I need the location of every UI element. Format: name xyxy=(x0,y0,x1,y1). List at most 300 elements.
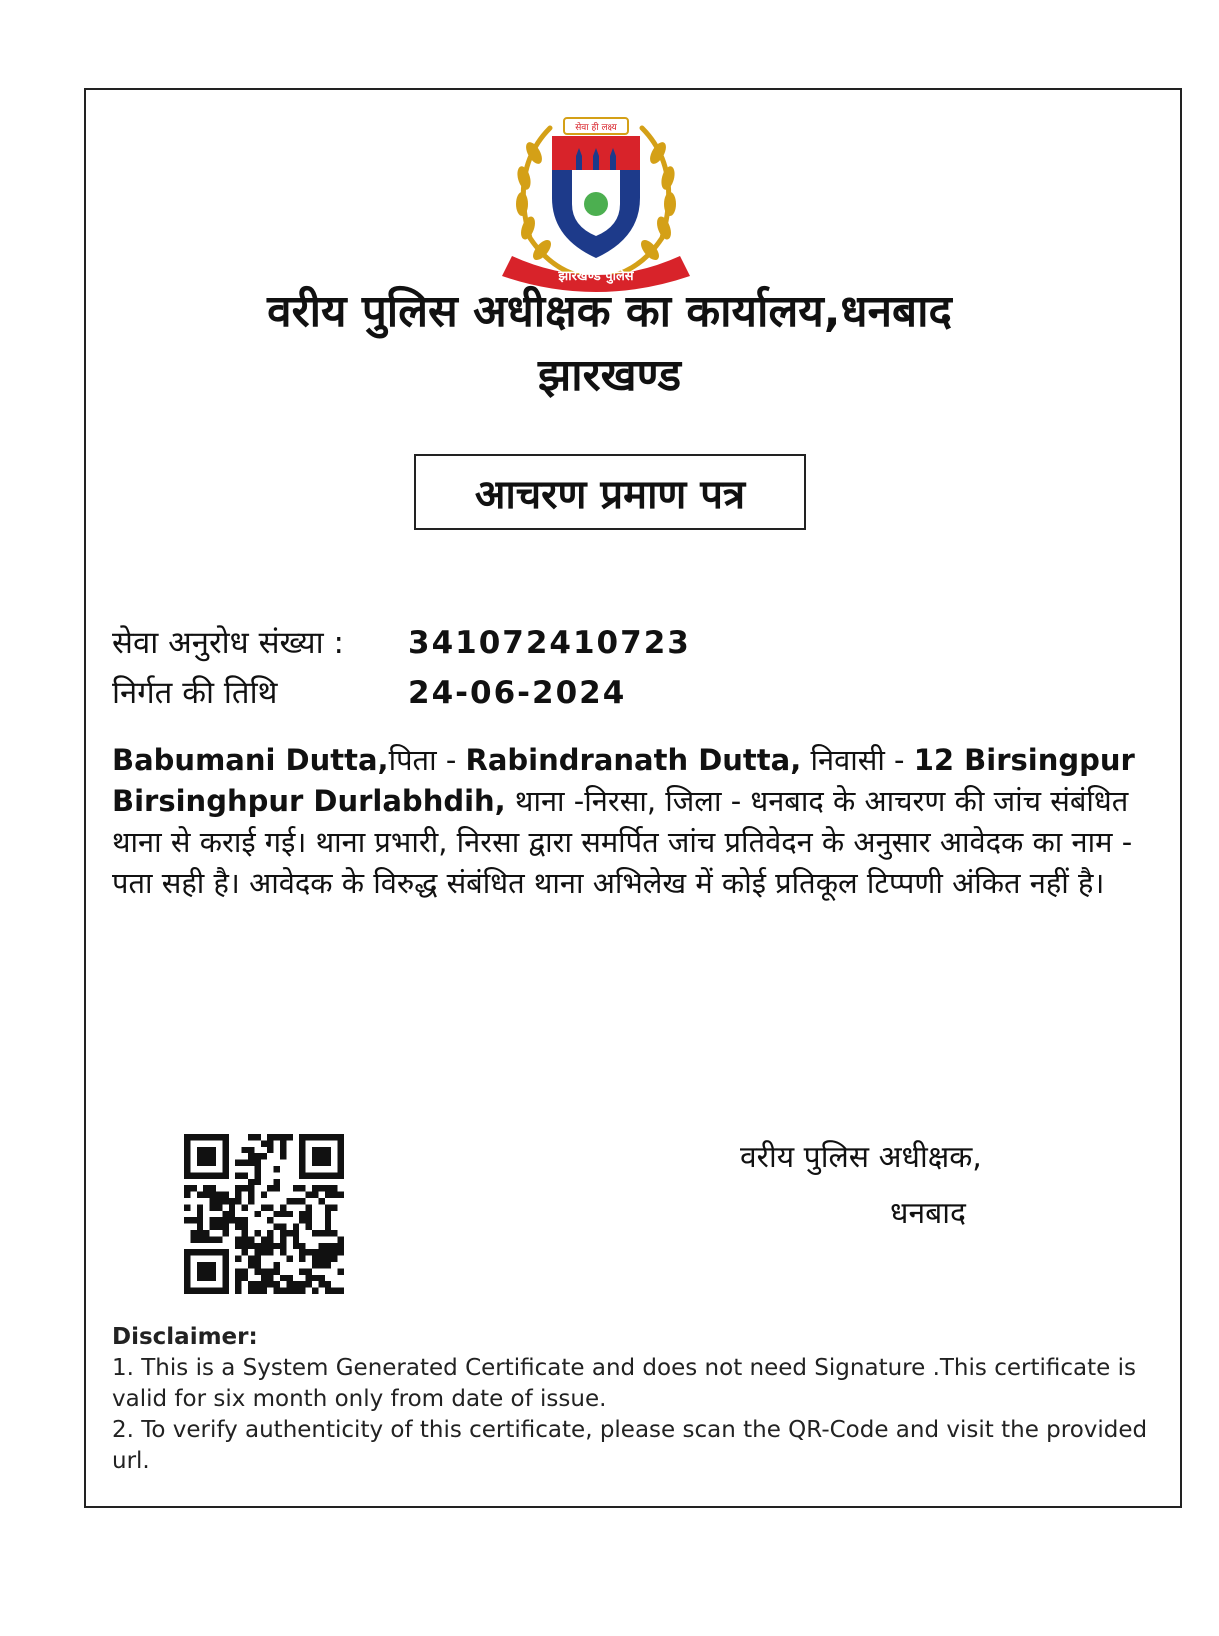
qr-module xyxy=(197,1211,203,1217)
qr-module xyxy=(242,1224,248,1230)
qr-module xyxy=(318,1243,324,1249)
qr-module xyxy=(184,1288,190,1294)
qr-module xyxy=(274,1262,280,1268)
qr-module xyxy=(229,1204,235,1210)
qr-module xyxy=(274,1211,280,1217)
qr-module xyxy=(318,1256,324,1262)
qr-module xyxy=(235,1185,241,1191)
qr-module xyxy=(280,1140,286,1146)
qr-module xyxy=(267,1268,273,1274)
qr-module xyxy=(248,1179,254,1185)
qr-module xyxy=(286,1275,292,1281)
qr-module xyxy=(197,1288,203,1294)
qr-module xyxy=(306,1211,312,1217)
qr-module xyxy=(338,1153,344,1159)
qr-module xyxy=(274,1288,280,1294)
qr-module xyxy=(261,1281,267,1287)
disclaimer-line-2: 2. To verify authenticity of this certificate, please scan the QR-Code and visit the provided url. xyxy=(112,1417,1148,1474)
qr-module xyxy=(210,1249,216,1255)
qr-module xyxy=(184,1172,190,1178)
qr-module xyxy=(280,1147,286,1153)
qr-module xyxy=(325,1217,331,1223)
resident-label: निवासी - xyxy=(801,743,914,777)
qr-module xyxy=(338,1134,344,1140)
qr-module xyxy=(242,1147,248,1153)
signatory-location: धनबाद xyxy=(890,1196,966,1231)
qr-module xyxy=(210,1217,216,1223)
qr-module xyxy=(306,1281,312,1287)
qr-module xyxy=(184,1153,190,1159)
qr-module xyxy=(312,1262,318,1268)
issue-date-label: निर्गत की तिथि xyxy=(112,675,278,711)
qr-module xyxy=(318,1281,324,1287)
qr-module xyxy=(242,1249,248,1255)
qr-module xyxy=(242,1172,248,1178)
qr-module xyxy=(299,1217,305,1223)
qr-module xyxy=(318,1249,324,1255)
qr-module xyxy=(242,1236,248,1242)
qr-module xyxy=(242,1243,248,1249)
qr-module xyxy=(242,1160,248,1166)
issue-date-value: 24-06-2024 xyxy=(408,675,627,711)
qr-module xyxy=(267,1185,273,1191)
qr-module xyxy=(210,1275,216,1281)
qr-module xyxy=(325,1160,331,1166)
qr-module xyxy=(203,1147,209,1153)
qr-module xyxy=(242,1185,248,1191)
qr-module xyxy=(235,1281,241,1287)
qr-module xyxy=(293,1288,299,1294)
qr-module xyxy=(299,1185,305,1191)
qr-module xyxy=(286,1134,292,1140)
qr-module xyxy=(318,1134,324,1140)
qr-module xyxy=(325,1243,331,1249)
qr-module xyxy=(338,1147,344,1153)
qr-module xyxy=(197,1268,203,1274)
qr-module xyxy=(210,1160,216,1166)
emblem-ribbon-text: झारखण्ड पुलिस xyxy=(558,269,634,284)
qr-module xyxy=(235,1217,241,1223)
qr-module xyxy=(299,1243,305,1249)
qr-module xyxy=(235,1288,241,1294)
qr-module xyxy=(254,1249,260,1255)
qr-module xyxy=(197,1236,203,1242)
qr-module xyxy=(318,1275,324,1281)
qr-module xyxy=(293,1281,299,1287)
qr-module xyxy=(210,1224,216,1230)
qr-module xyxy=(306,1249,312,1255)
qr-module xyxy=(235,1236,241,1242)
qr-module xyxy=(254,1153,260,1159)
certificate-title-text: आचरण प्रमाण पत्र xyxy=(474,471,746,518)
qr-module xyxy=(203,1172,209,1178)
qr-module xyxy=(261,1288,267,1294)
qr-module xyxy=(261,1204,267,1210)
request-number-value: 341072410723 xyxy=(408,625,691,661)
qr-module xyxy=(331,1230,337,1236)
qr-module xyxy=(222,1230,228,1236)
qr-module xyxy=(299,1160,305,1166)
qr-module xyxy=(248,1153,254,1159)
qr-module xyxy=(216,1192,222,1198)
qr-module xyxy=(325,1262,331,1268)
qr-module xyxy=(306,1192,312,1198)
qr-module xyxy=(197,1192,203,1198)
qr-module xyxy=(184,1249,190,1255)
qr-module xyxy=(222,1192,228,1198)
qr-module xyxy=(331,1256,337,1262)
qr-module xyxy=(306,1204,312,1210)
qr-module xyxy=(235,1172,241,1178)
qr-module xyxy=(235,1160,241,1166)
qr-module xyxy=(210,1262,216,1268)
qr-module xyxy=(331,1243,337,1249)
qr-module xyxy=(318,1153,324,1159)
qr-module xyxy=(318,1230,324,1236)
qr-module xyxy=(184,1147,190,1153)
qr-module xyxy=(184,1160,190,1166)
qr-module xyxy=(312,1147,318,1153)
qr-module xyxy=(318,1172,324,1178)
qr-module xyxy=(280,1204,286,1210)
qr-module xyxy=(267,1147,273,1153)
qr-module xyxy=(197,1204,203,1210)
qr-module xyxy=(203,1288,209,1294)
qr-module xyxy=(210,1198,216,1204)
qr-module xyxy=(325,1288,331,1294)
qr-module xyxy=(280,1249,286,1255)
qr-module xyxy=(274,1134,280,1140)
qr-module xyxy=(325,1211,331,1217)
qr-module xyxy=(286,1281,292,1287)
qr-module xyxy=(267,1217,273,1223)
qr-module xyxy=(299,1166,305,1172)
qr-module xyxy=(203,1268,209,1274)
qr-module xyxy=(267,1230,273,1236)
qr-module xyxy=(222,1166,228,1172)
qr-module xyxy=(299,1268,305,1274)
qr-module xyxy=(331,1172,337,1178)
qr-module xyxy=(203,1236,209,1242)
qr-module xyxy=(216,1249,222,1255)
qr-module xyxy=(235,1243,241,1249)
qr-module xyxy=(293,1198,299,1204)
qr-module xyxy=(197,1230,203,1236)
qr-module xyxy=(254,1281,260,1287)
request-number-label: सेवा अनुरोध संख्या : xyxy=(112,625,344,661)
qr-module xyxy=(312,1249,318,1255)
qr-module xyxy=(267,1243,273,1249)
qr-module xyxy=(318,1147,324,1153)
qr-module xyxy=(216,1134,222,1140)
qr-module xyxy=(184,1140,190,1146)
qr-module xyxy=(184,1166,190,1172)
qr-module xyxy=(280,1153,286,1159)
qr-module xyxy=(254,1166,260,1172)
qr-module xyxy=(280,1236,286,1242)
jharkhand-police-emblem xyxy=(490,108,702,298)
qr-module xyxy=(254,1179,260,1185)
qr-module xyxy=(216,1198,222,1204)
qr-module xyxy=(203,1249,209,1255)
qr-module xyxy=(325,1281,331,1287)
qr-module xyxy=(248,1192,254,1198)
qr-module xyxy=(235,1268,241,1274)
qr-module xyxy=(267,1275,273,1281)
disclaimer-heading: Disclaimer: xyxy=(112,1324,258,1350)
qr-module xyxy=(312,1192,318,1198)
qr-module xyxy=(190,1134,196,1140)
qr-module xyxy=(306,1172,312,1178)
qr-module xyxy=(184,1192,190,1198)
state-heading: झारखण्ड xyxy=(537,350,682,401)
qr-module xyxy=(248,1185,254,1191)
verification-qr-code[interactable] xyxy=(184,1134,344,1294)
qr-module xyxy=(216,1204,222,1210)
qr-module xyxy=(325,1172,331,1178)
qr-module xyxy=(254,1256,260,1262)
qr-module xyxy=(242,1275,248,1281)
qr-module xyxy=(261,1243,267,1249)
qr-module xyxy=(338,1172,344,1178)
qr-module xyxy=(197,1224,203,1230)
qr-module xyxy=(216,1217,222,1223)
qr-module xyxy=(197,1153,203,1159)
qr-module xyxy=(248,1243,254,1249)
qr-module xyxy=(299,1153,305,1159)
qr-module xyxy=(184,1281,190,1287)
qr-module xyxy=(325,1153,331,1159)
qr-module xyxy=(197,1249,203,1255)
qr-module xyxy=(222,1198,228,1204)
qr-module xyxy=(254,1134,260,1140)
qr-module xyxy=(306,1134,312,1140)
qr-module xyxy=(210,1268,216,1274)
qr-module xyxy=(222,1281,228,1287)
qr-module xyxy=(280,1288,286,1294)
qr-module xyxy=(274,1185,280,1191)
qr-module xyxy=(312,1185,318,1191)
qr-module xyxy=(325,1192,331,1198)
qr-module xyxy=(222,1217,228,1223)
qr-module xyxy=(280,1243,286,1249)
qr-module xyxy=(312,1153,318,1159)
qr-module xyxy=(267,1140,273,1146)
qr-module xyxy=(338,1243,344,1249)
qr-module xyxy=(197,1172,203,1178)
qr-module xyxy=(248,1134,254,1140)
qr-module xyxy=(325,1185,331,1191)
qr-module xyxy=(312,1160,318,1166)
qr-module xyxy=(299,1140,305,1146)
qr-module xyxy=(261,1140,267,1146)
qr-module xyxy=(203,1262,209,1268)
qr-module xyxy=(293,1243,299,1249)
qr-module xyxy=(248,1256,254,1262)
qr-module xyxy=(267,1249,273,1255)
qr-module xyxy=(197,1275,203,1281)
qr-module xyxy=(222,1224,228,1230)
qr-module xyxy=(280,1134,286,1140)
qr-module xyxy=(325,1224,331,1230)
qr-module xyxy=(318,1262,324,1268)
qr-module xyxy=(184,1185,190,1191)
qr-module xyxy=(299,1198,305,1204)
qr-module xyxy=(248,1147,254,1153)
qr-module xyxy=(235,1198,241,1204)
qr-module xyxy=(267,1134,273,1140)
qr-module xyxy=(222,1211,228,1217)
qr-module xyxy=(286,1256,292,1262)
qr-module xyxy=(210,1192,216,1198)
qr-module xyxy=(331,1192,337,1198)
qr-module xyxy=(203,1275,209,1281)
qr-module xyxy=(325,1256,331,1262)
qr-module xyxy=(203,1192,209,1198)
qr-module xyxy=(274,1281,280,1287)
qr-module xyxy=(210,1236,216,1242)
qr-module xyxy=(222,1134,228,1140)
qr-module xyxy=(222,1140,228,1146)
qr-module xyxy=(197,1134,203,1140)
qr-module xyxy=(222,1275,228,1281)
qr-module xyxy=(248,1262,254,1268)
qr-module xyxy=(318,1160,324,1166)
qr-module xyxy=(299,1281,305,1287)
qr-module xyxy=(203,1160,209,1166)
qr-module xyxy=(210,1134,216,1140)
qr-module xyxy=(293,1185,299,1191)
qr-module xyxy=(267,1204,273,1210)
qr-module xyxy=(274,1243,280,1249)
qr-module xyxy=(274,1166,280,1172)
qr-module xyxy=(280,1230,286,1236)
qr-module xyxy=(197,1160,203,1166)
qr-module xyxy=(299,1256,305,1262)
qr-module xyxy=(306,1224,312,1230)
qr-module xyxy=(203,1153,209,1159)
qr-module xyxy=(331,1134,337,1140)
disclaimer-line-1: 1. This is a System Generated Certificate and does not need Signature .This certificate is valid for six month only from date of issue. xyxy=(112,1355,1136,1412)
qr-module xyxy=(318,1198,324,1204)
qr-module xyxy=(216,1236,222,1242)
qr-module xyxy=(184,1262,190,1268)
qr-module xyxy=(235,1192,241,1198)
certificate-statement: थाना -निरसा, जिला - धनबाद के आचरण की जांच संबंधित थाना से कराई गई। थाना प्रभारी, निरसा द्वारा समर्पित जांच प्रतिवेदन के अनुसार आवेदक का नाम - पता सही है। आवेदक के विरुद्ध संबंधित थाना अभिलेख में कोई प्रतिकूल टिप्पणी अंकित नहीं है। xyxy=(112,784,1133,900)
qr-module xyxy=(184,1217,190,1223)
certificate-title xyxy=(414,454,806,530)
qr-module xyxy=(280,1275,286,1281)
qr-module xyxy=(190,1230,196,1236)
father-label: पिता - xyxy=(388,743,466,777)
qr-module xyxy=(242,1230,248,1236)
certificate-body xyxy=(112,740,1162,904)
qr-module xyxy=(306,1275,312,1281)
qr-module xyxy=(267,1281,273,1287)
qr-module xyxy=(299,1134,305,1140)
qr-module xyxy=(190,1236,196,1242)
qr-module xyxy=(216,1288,222,1294)
qr-module xyxy=(248,1160,254,1166)
qr-module xyxy=(299,1288,305,1294)
qr-module xyxy=(293,1230,299,1236)
request-number-row xyxy=(112,622,691,664)
qr-module xyxy=(222,1268,228,1274)
qr-module xyxy=(210,1204,216,1210)
qr-module xyxy=(274,1224,280,1230)
qr-module xyxy=(274,1268,280,1274)
qr-module xyxy=(222,1160,228,1166)
qr-module xyxy=(197,1147,203,1153)
qr-module xyxy=(338,1268,344,1274)
qr-module xyxy=(222,1249,228,1255)
qr-module xyxy=(248,1198,254,1204)
qr-module xyxy=(254,1288,260,1294)
qr-module xyxy=(325,1204,331,1210)
qr-module xyxy=(274,1179,280,1185)
qr-module xyxy=(190,1172,196,1178)
qr-module xyxy=(242,1217,248,1223)
qr-module xyxy=(261,1236,267,1242)
signatory-block xyxy=(740,1130,1100,1242)
qr-module xyxy=(325,1134,331,1140)
qr-module xyxy=(331,1249,337,1255)
qr-module xyxy=(210,1288,216,1294)
qr-module xyxy=(248,1288,254,1294)
qr-module xyxy=(235,1275,241,1281)
qr-module xyxy=(261,1268,267,1274)
qr-module xyxy=(325,1147,331,1153)
qr-module xyxy=(299,1172,305,1178)
qr-module xyxy=(203,1185,209,1191)
qr-module xyxy=(261,1153,267,1159)
issue-date-row xyxy=(112,672,626,714)
qr-module xyxy=(338,1166,344,1172)
qr-module xyxy=(280,1224,286,1230)
qr-module xyxy=(299,1147,305,1153)
qr-module xyxy=(190,1249,196,1255)
qr-module xyxy=(216,1224,222,1230)
qr-module xyxy=(286,1211,292,1217)
qr-module xyxy=(312,1134,318,1140)
qr-module xyxy=(210,1172,216,1178)
qr-module xyxy=(190,1185,196,1191)
qr-module xyxy=(293,1224,299,1230)
qr-module xyxy=(222,1153,228,1159)
qr-module xyxy=(190,1288,196,1294)
qr-module xyxy=(242,1268,248,1274)
qr-module xyxy=(210,1185,216,1191)
qr-module xyxy=(229,1198,235,1204)
qr-module xyxy=(261,1249,267,1255)
qr-module xyxy=(242,1204,248,1210)
qr-module xyxy=(254,1172,260,1178)
qr-module xyxy=(331,1204,337,1210)
qr-module xyxy=(216,1172,222,1178)
father-name: Rabindranath Dutta, xyxy=(465,743,802,777)
qr-module xyxy=(299,1211,305,1217)
qr-module xyxy=(254,1230,260,1236)
qr-module xyxy=(312,1230,318,1236)
qr-module xyxy=(222,1256,228,1262)
qr-module xyxy=(184,1134,190,1140)
qr-module xyxy=(184,1204,190,1210)
qr-module xyxy=(338,1236,344,1242)
qr-module xyxy=(299,1249,305,1255)
office-heading: वरीय पुलिस अधीक्षक का कार्यालय,धनबाद xyxy=(267,286,952,337)
qr-module xyxy=(248,1281,254,1287)
qr-module xyxy=(235,1256,241,1262)
